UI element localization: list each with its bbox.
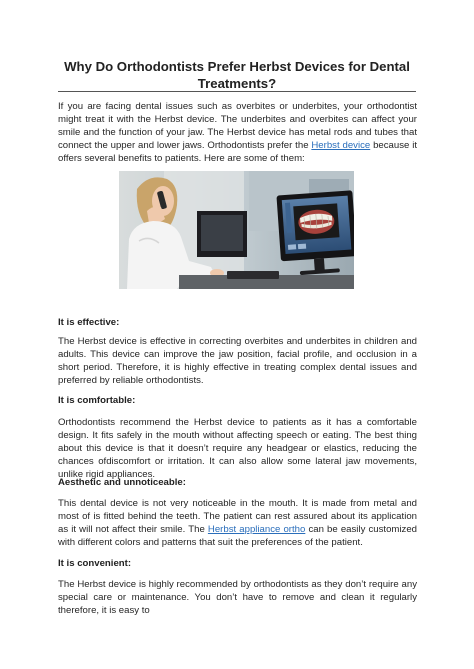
section-body-comfortable: Orthodontists recommend the Herbst device to patients as it has a comfortable design. It fits safely in the mouth without affecting speech or eating. The best thing about this device is that it doesn’t require any headgear or elastics, reducing the chances ofdiscomfort or irritation. It can also allow some lateral jaw movements, unlike rigid appliances.	[58, 417, 417, 480]
intro-text-end: because it offers several benefits to patients. Here are some of them:	[58, 140, 417, 164]
aesthetic-text-end: can be easily customized with different colors and patterns that suit the preferences of the patient.	[58, 524, 418, 548]
intro-text-start: If you are facing dental issues such as overbites or underbites, your orthodontist might treat it with the Herbst device. The underbites and overbites can affect your smile and the function of your jaw. The Herbst device has metal rods and tubes that connect the upper and lower jaws. Orthodontists prefer the	[58, 101, 417, 151]
section-body-aesthetic	[58, 497, 417, 549]
dental-office-photo	[119, 171, 354, 289]
section-heading-comfortable: It is comfortable:	[58, 395, 136, 406]
section-heading-convenient: It is convenient:	[58, 558, 132, 569]
page-title: Why Do Orthodontists Prefer Herbst Devices for Dental Treatments?	[64, 59, 410, 91]
intro-paragraph	[58, 100, 417, 165]
section-body-effective: The Herbst device is effective in correcting overbites and underbites in children and adults. This device can improve the jaw position, facial profile, and occlusion in a short period. Therefore, it is highly effective in treating complex dental issues and preferred by reliable orthodontists.	[58, 336, 417, 386]
herbst-appliance-ortho-link[interactable]: Herbst appliance ortho	[207, 524, 306, 535]
section-heading-aesthetic: Aesthetic and unnoticeable:	[58, 477, 186, 488]
title-divider	[58, 91, 416, 92]
aesthetic-text-start: This dental device is not very noticeable in the mouth. It is made from metal and most of is fitted behind the teeth. The patient can rest assured about its application as it will not affect their smile. The	[58, 498, 417, 535]
herbst-device-link[interactable]: Herbst device	[311, 140, 371, 151]
section-heading-effective: It is effective:	[58, 317, 120, 328]
section-body-convenient: The Herbst device is highly recommended by orthodontists as they don’t require any special care or maintenance. You don’t have to remove and clean it regularly therefore, it is easy to	[58, 579, 417, 616]
